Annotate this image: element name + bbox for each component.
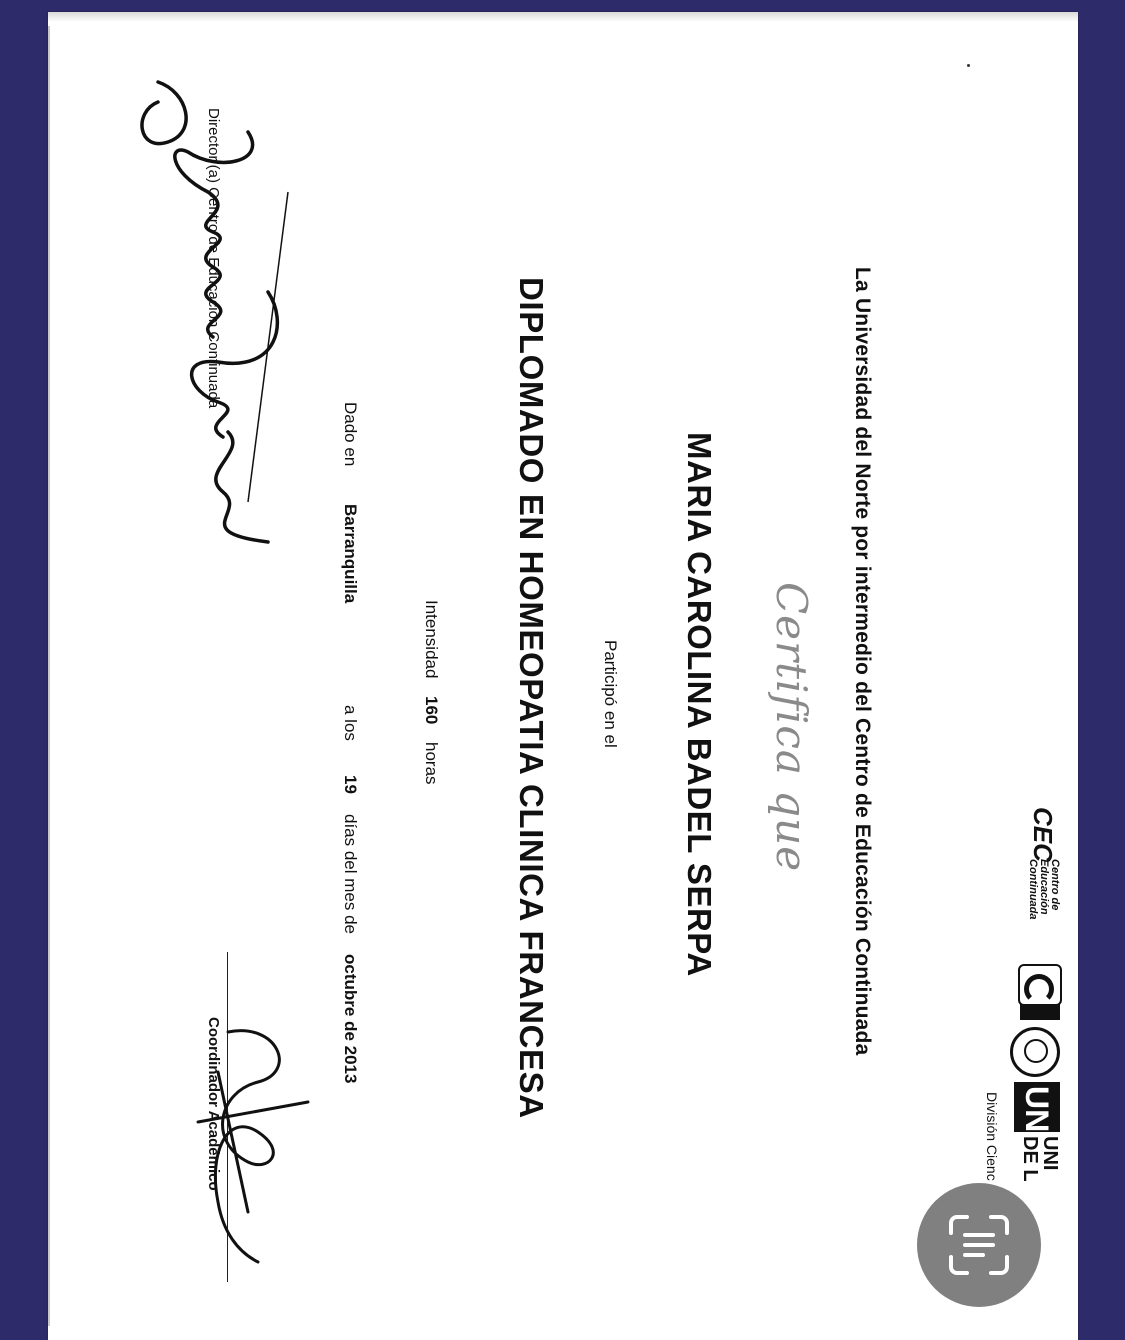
- program-title: DIPLOMADO EN HOMEOPATIA CLINICA FRANCESA: [513, 277, 550, 1119]
- days-label: días del mes de: [341, 814, 360, 935]
- division-label: División Cienc: [984, 1092, 1000, 1181]
- iso-certification-badge: [1000, 964, 1062, 1024]
- cec-logo: [1006, 807, 1064, 957]
- participated-label: Participó en el: [601, 640, 620, 748]
- certification-strip: [1020, 1004, 1060, 1020]
- cec-text-line-1: Centro de: [1049, 859, 1061, 911]
- hours-label: horas: [422, 742, 441, 785]
- icontec-icon: [1018, 964, 1062, 1006]
- scan-speck: [967, 64, 970, 67]
- certificate-content: [48, 12, 1078, 1340]
- month-year: octubre de 2013: [341, 954, 360, 1084]
- cec-logo-text: [1027, 859, 1060, 920]
- at-label: a los: [341, 705, 360, 741]
- director-title: Director (a) Centro de Educación Continuada: [205, 108, 222, 409]
- uninorte-wordmark: [1020, 1136, 1060, 1182]
- uninorte-word-1: UNI: [1039, 1136, 1061, 1171]
- iqnet-seal-icon: [1010, 1027, 1060, 1077]
- text-scan-button[interactable]: [917, 1183, 1041, 1307]
- intensity-label: Intensidad: [422, 600, 441, 679]
- cec-text-line-3: Continuada: [1027, 859, 1039, 920]
- certifica-que: Certifica que: [767, 582, 816, 873]
- uninorte-mark: UN: [1014, 1082, 1060, 1132]
- cec-text-line-2: Educación: [1038, 859, 1050, 915]
- uninorte-word-2: DE L: [1019, 1136, 1041, 1182]
- issuer-line: La Universidad del Norte por intermedio del Centro de Educación Continuada: [851, 267, 874, 1056]
- recipient-name: MARIA CAROLINA BADEL SERPA: [681, 432, 718, 977]
- intensity-hours: 160: [422, 696, 441, 725]
- certificate-page: [48, 12, 1078, 1340]
- day: 19: [341, 775, 360, 794]
- cec-mark: CEC: [1028, 807, 1058, 862]
- text-scan-icon: [947, 1213, 1011, 1277]
- city: Barranquilla: [341, 504, 360, 604]
- given-in-label: Dado en: [341, 402, 360, 467]
- coordinator-title: Coordinador Académico: [205, 1017, 222, 1191]
